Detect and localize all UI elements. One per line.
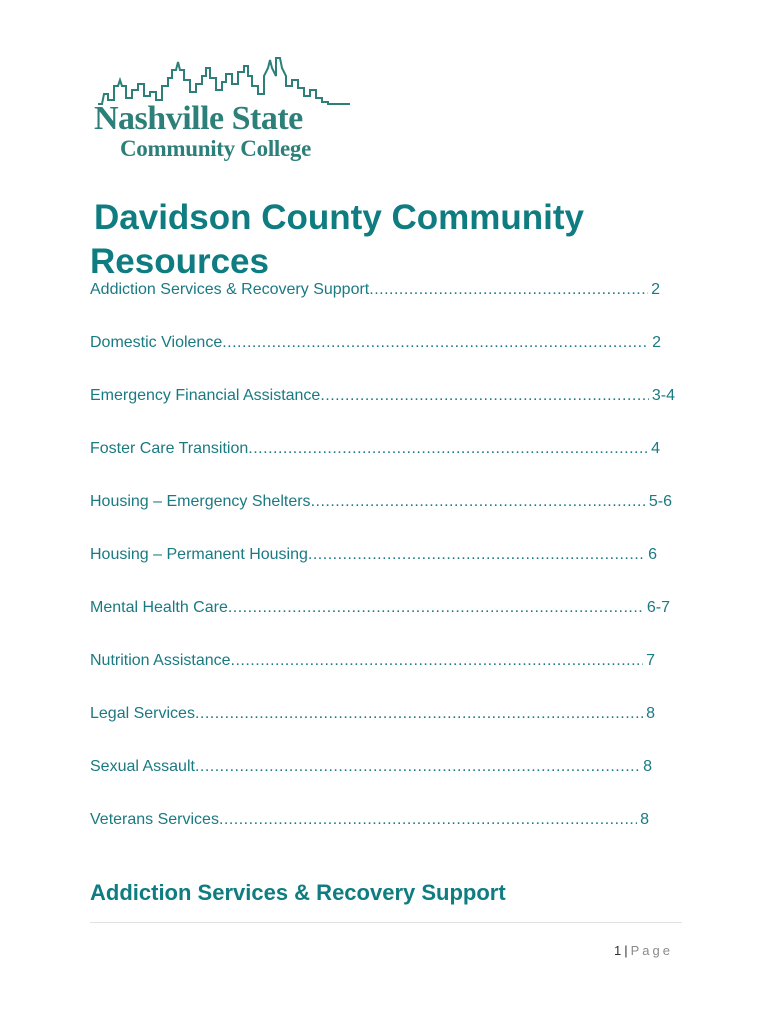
toc-label: Housing – Emergency Shelters: [90, 493, 311, 510]
toc-entry-domestic-violence[interactable]: [90, 334, 661, 358]
toc-page-number: 5-6: [648, 493, 672, 510]
toc-leader-dots: [311, 493, 646, 511]
footer-page-word: Page: [630, 943, 673, 958]
toc-entry-nutrition-assistance[interactable]: [90, 652, 655, 676]
toc-entry-mental-health-care[interactable]: [90, 599, 670, 623]
toc-page-number: 3-4: [651, 387, 675, 404]
toc-leader-dots: [231, 652, 644, 670]
toc-leader-dots: [228, 599, 644, 617]
footer-separator: |: [624, 943, 628, 958]
toc-leader-dots: [222, 334, 649, 352]
toc-label: Housing – Permanent Housing: [90, 546, 308, 563]
toc-entry-veterans-services[interactable]: [90, 811, 649, 835]
page-title: [90, 196, 650, 284]
title-line-1: Davidson County Community: [94, 198, 585, 237]
toc-label: Mental Health Care: [90, 599, 228, 616]
toc-entry-housing-emergency-shelters[interactable]: [90, 493, 672, 517]
toc-label: Foster Care Transition: [90, 440, 249, 457]
toc-leader-dots: [195, 705, 643, 723]
toc-entry-sexual-assault[interactable]: [90, 758, 652, 782]
skyline-icon: [92, 56, 354, 106]
toc-page-number: 8: [643, 758, 652, 775]
toc-label: Nutrition Assistance: [90, 652, 231, 669]
toc-entry-addiction-services[interactable]: [90, 281, 660, 305]
toc-page-number: 2: [652, 334, 661, 351]
toc-entry-foster-care-transition[interactable]: [90, 440, 660, 464]
logo-subtitle: Community College: [120, 136, 312, 161]
toc-entry-legal-services[interactable]: [90, 705, 655, 729]
toc-leader-dots: [369, 281, 648, 299]
toc-page-number: 6-7: [646, 599, 670, 616]
page-footer: [614, 943, 673, 958]
toc-page-number: 8: [640, 811, 649, 828]
toc-label: Veterans Services: [90, 811, 219, 828]
toc-page-number: 2: [651, 281, 660, 298]
college-logo: [92, 56, 354, 168]
footer-page-number: 1: [614, 943, 622, 958]
title-line-2: Resources: [90, 242, 269, 281]
toc-leader-dots: [219, 811, 637, 829]
toc-page-number: 6: [648, 546, 657, 563]
toc-page-number: 8: [646, 705, 655, 722]
toc-entry-emergency-financial-assistance[interactable]: [90, 387, 675, 411]
toc-label: Addiction Services & Recovery Support: [90, 281, 370, 298]
toc-entry-housing-permanent-housing[interactable]: [90, 546, 657, 570]
toc-page-number: 7: [646, 652, 655, 669]
toc-label: Sexual Assault: [90, 758, 195, 775]
toc-leader-dots: [248, 440, 648, 458]
logo-name: Nashville State: [94, 100, 303, 137]
section-heading: Addiction Services & Recovery Support: [90, 880, 506, 905]
toc-page-number: 4: [651, 440, 660, 457]
toc-label: Emergency Financial Assistance: [90, 387, 321, 404]
toc-leader-dots: [320, 387, 649, 405]
toc-label: Domestic Violence: [90, 334, 223, 351]
toc-leader-dots: [195, 758, 640, 776]
section-divider: [90, 922, 682, 923]
toc-label: Legal Services: [90, 705, 195, 722]
toc-leader-dots: [308, 546, 645, 564]
